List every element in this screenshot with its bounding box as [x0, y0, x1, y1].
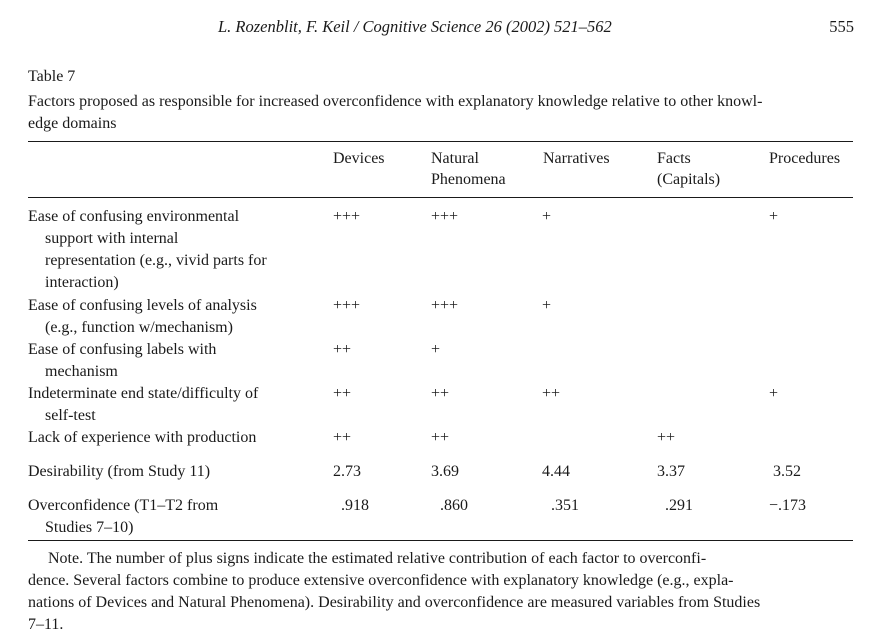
table-cell: +++: [333, 208, 361, 225]
note-line: nations of Devices and Natural Phenomena). Desirability and overconfidence are measured variables from Studies: [28, 594, 761, 611]
column-header-line: Narratives: [543, 150, 610, 167]
table-cell: +: [542, 297, 552, 314]
table-cell: +++: [333, 297, 361, 314]
row-label-line: Ease of confusing levels of analysis: [28, 297, 257, 314]
column-header-devices: [333, 148, 385, 169]
row-label-line: Ease of confusing labels with: [28, 341, 217, 358]
row-label: [28, 495, 313, 539]
table-header-rule: [28, 197, 853, 198]
page-number: 555: [829, 17, 854, 36]
table-cell: +++: [431, 297, 459, 314]
row-label-line: Indeterminate end state/difficulty of: [28, 385, 259, 402]
row-label: [28, 427, 313, 449]
caption-line: Factors proposed as responsible for increased overconfidence with explanatory knowledge relative to other knowl-: [28, 93, 763, 110]
table-cell: .860: [440, 497, 468, 514]
row-label-line: Lack of experience with production: [28, 429, 257, 446]
table-cell: +: [769, 385, 779, 402]
table-cell: +: [542, 208, 552, 225]
table-caption: [28, 91, 854, 135]
column-header-line: Facts: [657, 150, 691, 167]
column-header-natural-phenomena: [431, 148, 506, 190]
row-label-line: Overconfidence (T1–T2 from: [28, 497, 219, 514]
row-label-line: interaction): [45, 274, 119, 291]
column-header-facts: [657, 148, 720, 190]
table-cell: ++: [431, 429, 450, 446]
row-label-line: Desirability (from Study 11): [28, 463, 211, 480]
column-header-line: Phenomena: [431, 171, 506, 188]
row-label: [28, 461, 313, 483]
running-title: L. Rozenblit, F. Keil / Cognitive Science 26 (2002) 521–562: [218, 17, 612, 36]
note-line: dence. Several factors combine to produce extensive overconfidence with explanatory knowledge (e.g., expla-: [28, 572, 734, 589]
table-note: [28, 548, 854, 636]
row-label-line: representation (e.g., vivid parts for: [45, 252, 267, 269]
row-label: [28, 339, 313, 383]
column-header-line: (Capitals): [657, 171, 721, 188]
row-label-line: mechanism: [45, 363, 118, 380]
table-cell: 3.69: [431, 463, 459, 480]
table-cell: +++: [431, 208, 459, 225]
table-cell: 2.73: [333, 463, 361, 480]
note-line: Note. The number of plus signs indicate the estimated relative contribution of each factor to overconfi-: [48, 550, 707, 567]
table-cell: +: [431, 341, 441, 358]
table-cell: −.173: [769, 497, 807, 514]
table-cell: ++: [657, 429, 676, 446]
table-cell: .918: [341, 497, 369, 514]
table-cell: +: [769, 208, 779, 225]
column-header-procedures: [769, 148, 840, 169]
table-cell: 3.37: [657, 463, 685, 480]
row-label: [28, 295, 313, 339]
table-cell: .351: [551, 497, 579, 514]
table-cell: 4.44: [542, 463, 570, 480]
column-header-narratives: [543, 148, 610, 169]
table-cell: ++: [542, 385, 561, 402]
row-label: [28, 383, 313, 427]
table-label: Table 7: [28, 68, 76, 85]
running-head: [0, 17, 874, 41]
table-cell: ++: [333, 429, 352, 446]
caption-line: edge domains: [28, 115, 117, 132]
table-cell: ++: [333, 341, 352, 358]
table-cell: ++: [431, 385, 450, 402]
table-cell: .291: [665, 497, 693, 514]
column-header-line: Natural: [431, 150, 479, 167]
column-header-line: Devices: [333, 150, 385, 167]
row-label: [28, 206, 313, 294]
table-bottom-rule: [28, 540, 853, 541]
row-label-line: support with internal: [45, 230, 179, 247]
row-label-line: Studies 7–10): [45, 519, 134, 536]
row-label-line: Ease of confusing environmental: [28, 208, 240, 225]
row-label-line: self-test: [45, 407, 96, 424]
table-top-rule: [28, 141, 853, 142]
column-header-line: Procedures: [769, 150, 841, 167]
row-label-line: (e.g., function w/mechanism): [45, 319, 233, 336]
table-cell: ++: [333, 385, 352, 402]
table-cell: 3.52: [773, 463, 801, 480]
note-line: 7–11.: [28, 616, 64, 633]
